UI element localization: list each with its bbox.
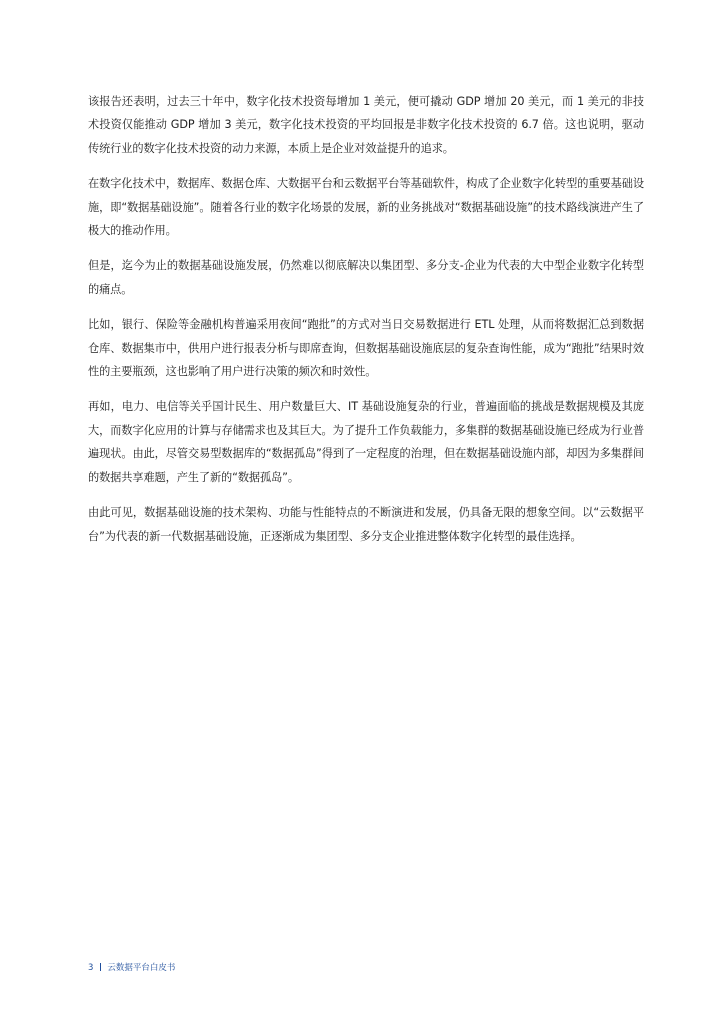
paragraph-1: 该报告还表明，过去三十年中，数字化技术投资每增加 1 美元，便可撬动 GDP 增加 20 美元，而 1 美元的非技术投资仅能推动 GDP 增加 3 美元，数字化技术投资的平均回报是非数字化技术投资的 6.7 倍。这也说明，驱动传统行业的数字化技术投资的动力来源，本质上是企业对效益提升的追求。	[88, 95, 644, 155]
footer-title: 云数据平台白皮书	[107, 963, 176, 973]
page-number: 3	[88, 963, 94, 973]
footer-divider	[100, 963, 101, 971]
paragraph-6: 由此可见，数据基础设施的技术架构、功能与性能特点的不断演进和发展，仍具备无限的想象空间。以“云数据平台”为代表的新一代数据基础设施，正逐渐成为集团型、多分支企业推进整体数字化转型的最佳选择。	[88, 506, 644, 543]
paragraph-4: 比如，银行、保险等金融机构普遍采用夜间“跑批”的方式对当日交易数据进行 ETL 处理，从而将数据汇总到数据仓库、数据集市中，供用户进行报表分析与即席查询，但数据基础设施底层的复杂查询性能，成为“跑批”结果时效性的主要瓶颈，这也影响了用户进行决策的频次和时效性。	[88, 318, 644, 379]
paragraph-5: 再如，电力、电信等关乎国计民生、用户数量巨大、IT 基础设施复杂的行业，普遍面临的挑战是数据规模及其庞大，而数字化应用的计算与存储需求也及其巨大。为了提升工作负载能力，多集群的数据基础设施已经成为行业普遍现状。由此，尽管交易型数据库的“数据孤岛”得到了一定程度的治理，但在数据基础设施内部，却因为多集群间的数据共享难题，产生了新的“数据孤岛”。	[88, 400, 644, 484]
document-body	[88, 90, 644, 560]
paragraph-3: 但是，迄今为止的数据基础设施发展，仍然难以彻底解决以集团型、多分支-企业为代表的大中型企业数字化转型的痛点。	[88, 259, 644, 296]
paragraph-2: 在数字化技术中，数据库、数据仓库、大数据平台和云数据平台等基础软件，构成了企业数字化转型的重要基础设施，即“数据基础设施”。随着各行业的数字化场景的发展，新的业务挑战对“数据基础设施”的技术路线演进产生了极大的推动作用。	[88, 177, 644, 238]
page-footer	[88, 962, 175, 974]
